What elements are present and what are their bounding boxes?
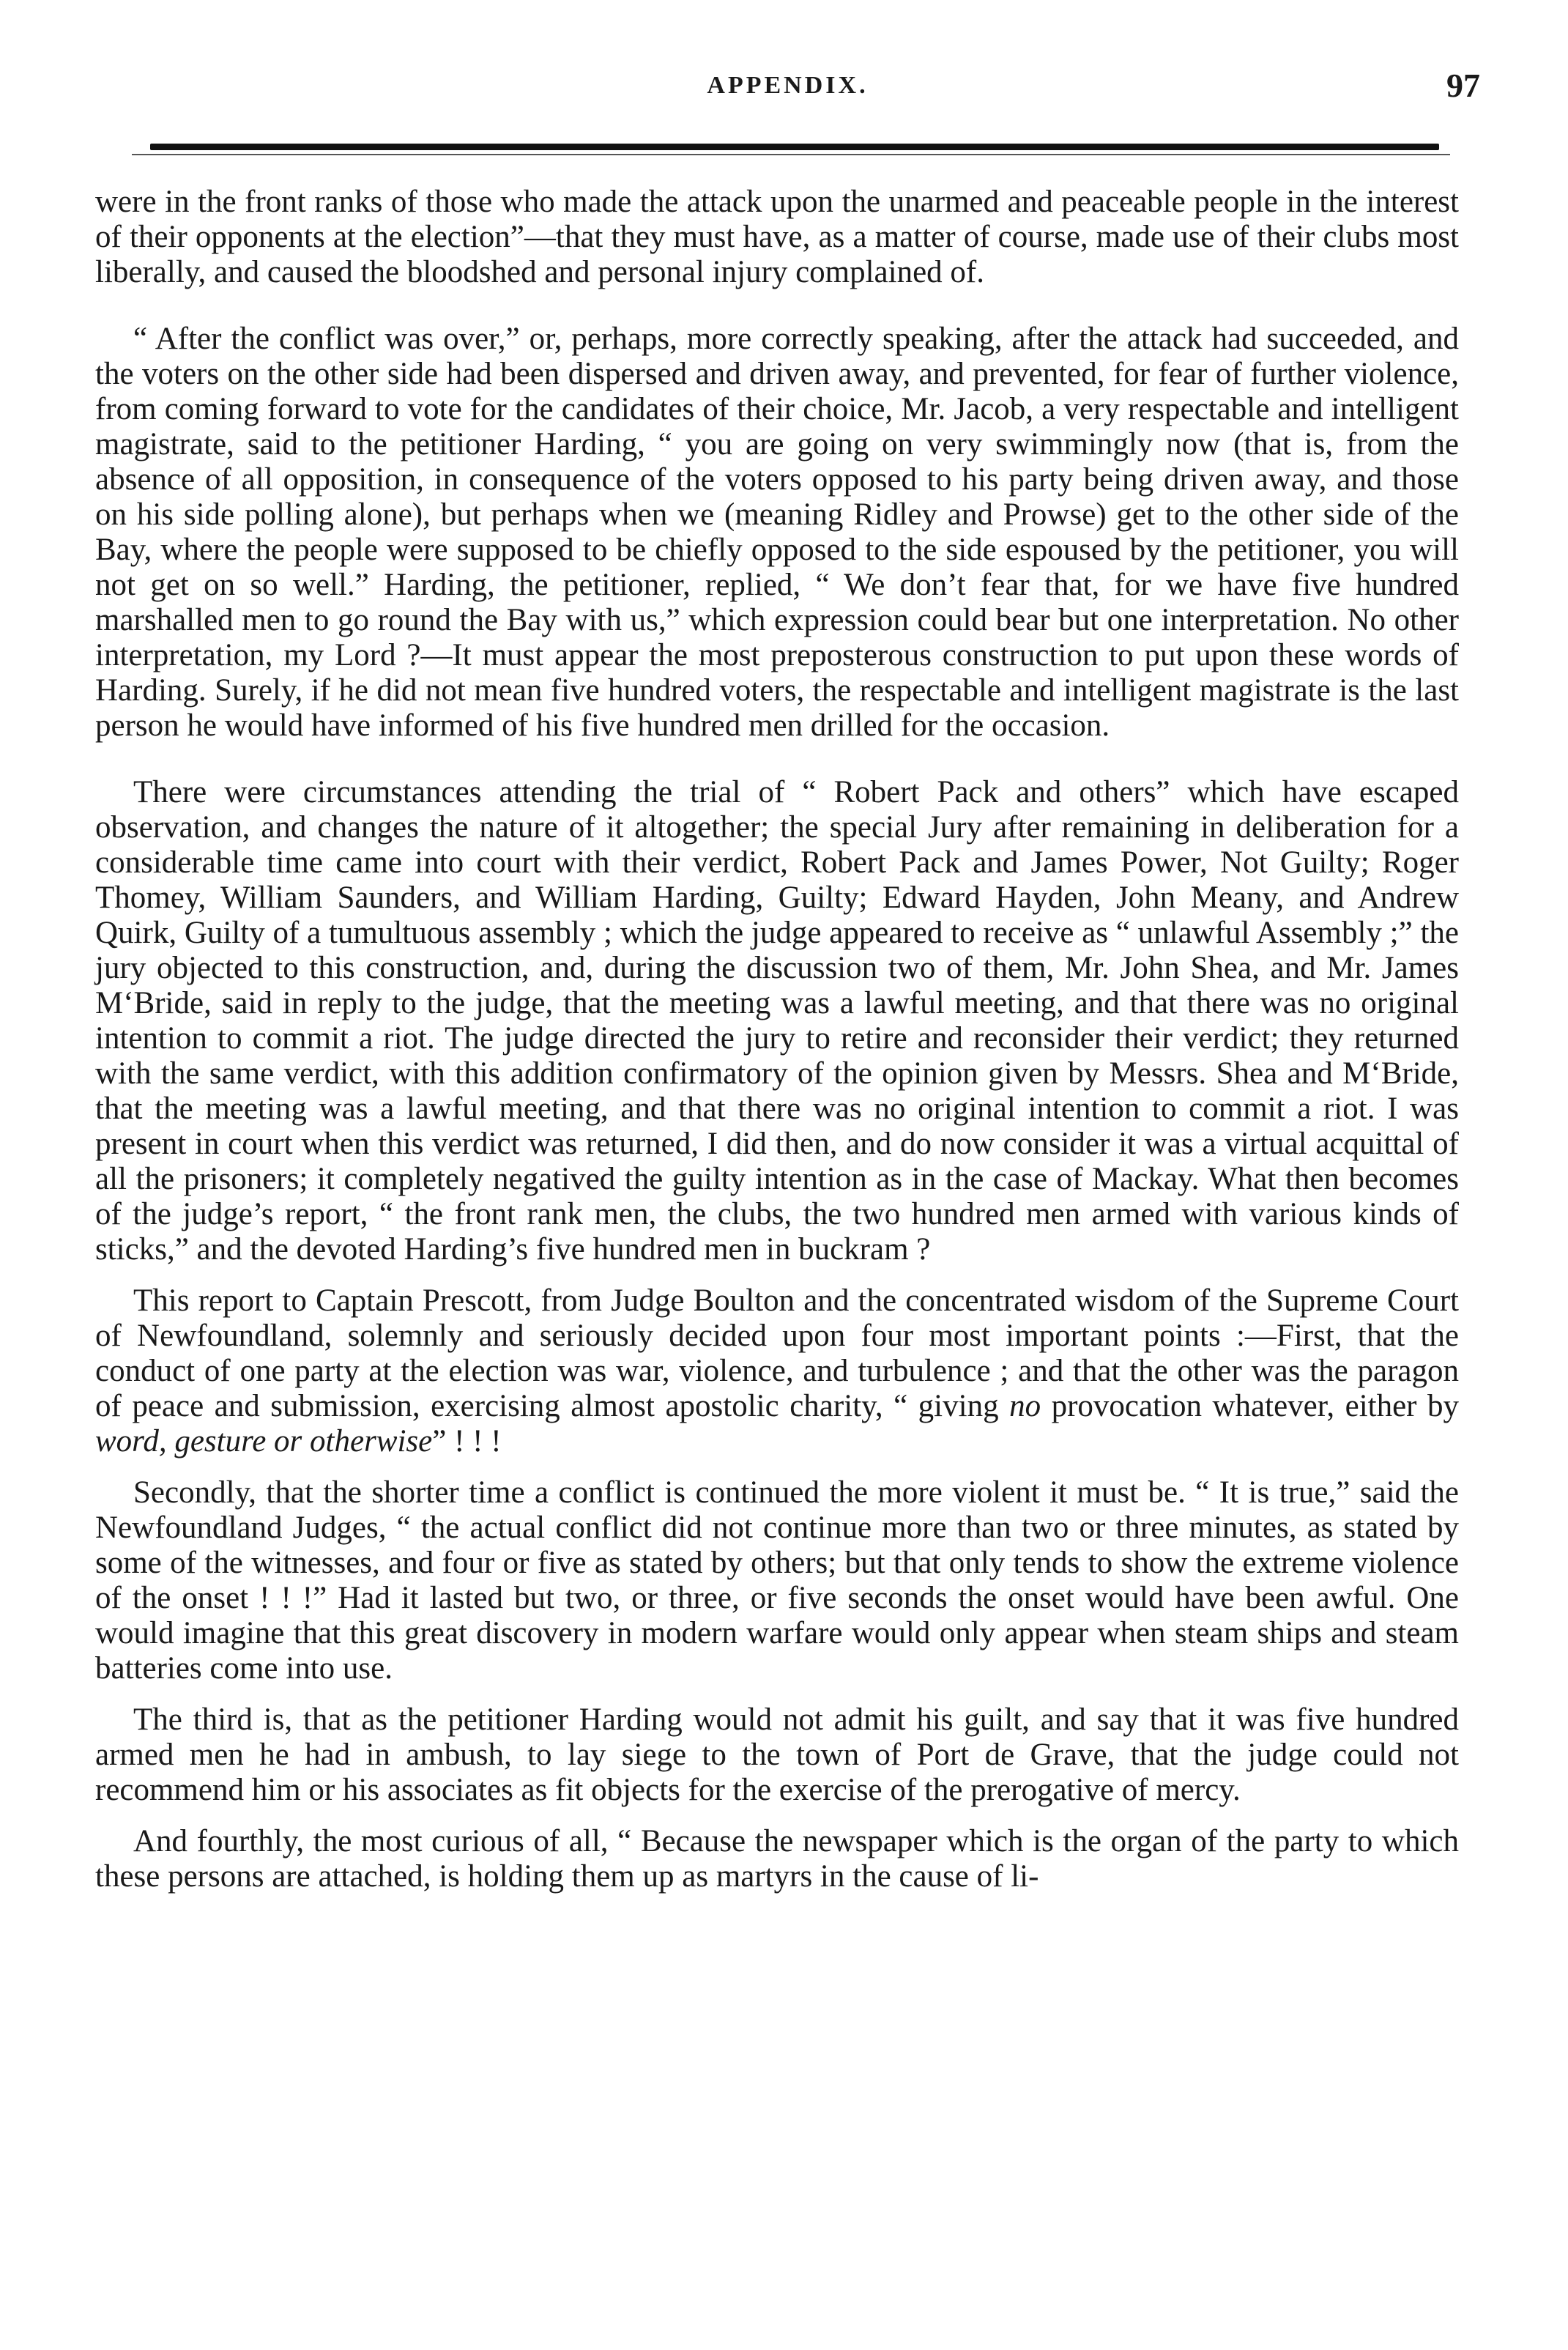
body-text (95, 185, 1459, 1910)
paragraph-first-point (95, 1283, 1459, 1459)
paragraph-second-point: Secondly, that the shorter time a conflict is continued the more violent it must be. “ It is true,” said the Newfoundland Judges, “ the actual conflict did not continue more than two or three minutes, as stated by some of the witnesses, and four or five as stated by others; but that only tends to show the extreme violence of the onset ! ! !” Had it lasted but two, or three, or five seconds the onset would have been awful. One would imagine that this great discovery in modern warfare would only appear when steam ships and steam batteries come into use. (95, 1475, 1459, 1686)
paragraph-third-point: The third is, that as the petitioner Harding would not admit his guilt, and say that it was five hundred armed men he had in ambush, to lay siege to the town of Port de Grave, that the judge could not recommend him or his associates as fit objects for the exercise of the prerogative of mercy. (95, 1702, 1459, 1807)
paragraph-continuation: were in the front ranks of those who made the attack upon the unarmed and peaceable people in the interest of their opponents at the election”—that they must have, as a matter of course, made use of their clubs most liberally, and caused the bloodshed and personal injury complained of. (95, 185, 1459, 289)
page-number: 97 (1446, 67, 1480, 104)
first-point-end: ” ! ! ! (432, 1424, 502, 1458)
first-point-middle: provocation whatever, either by (1041, 1389, 1460, 1423)
running-head (95, 67, 1480, 116)
header-rule-thin (132, 154, 1450, 155)
running-title: APPENDIX. (707, 72, 869, 99)
paragraph-harding-conversation: “ After the conflict was over,” or, perhaps, more correctly speaking, after the attack had succeeded, and the voters on the other side had been dispersed and driven away, and prevented, for fear of further violence, from coming forward to vote for the candidates of their choice, Mr. Jacob, a very respectable and intelligent magistrate, said to the petitioner Harding, “ you are going on very swimmingly now (that is, from the absence of all opposition, in consequence of the voters opposed to his party being driven away, and those on his side polling alone), but perhaps when we (meaning Ridley and Prowse) get to the other side of the Bay, where the people were supposed to be chiefly opposed to the side espoused by the petitioner, you will not get on so well.” Harding, the petitioner, replied, “ We don’t fear that, for we have five hundred marshalled men to go round the Bay with us,” which expression could bear but one interpretation. No other interpretation, my Lord ?—It must appear the most preposterous construction to put upon these words of Harding. Surely, if he did not mean five hundred voters, the respectable and intelligent magistrate is the last person he would have informed of his five hundred men drilled for the occasion. (95, 322, 1459, 743)
paragraph-trial-verdict: There were circumstances attending the trial of “ Robert Pack and others” which have escaped observation, and changes the nature of it altogether; the special Jury after remaining in deliberation for a considerable time came into court with their verdict, Robert Pack and James Power, Not Guilty; Roger Thomey, William Saunders, and William Harding, Guilty; Edward Hayden, John Meany, and Andrew Quirk, Guilty of a tumultuous assembly ; which the judge appeared to receive as “ unlawful Assembly ;” the jury objected to this construction, and, during the discussion two of them, Mr. John Shea, and Mr. James M‘Bride, said in reply to the judge, that the meeting was a lawful meeting, and that there was no original intention to commit a riot. The judge directed the jury to retire and reconsider their verdict; they returned with the same verdict, with this addition confirmatory of the opinion given by Messrs. Shea and M‘Bride, that the meeting was a lawful meeting, and that there was no original intention to commit a riot. I was present in court when this verdict was returned, I did then, and do now consider it was a virtual acquittal of all the prisoners; it completely negatived the guilty intention as in the case of Mackay. What then becomes of the judge’s report, “ the front rank men, the clubs, the two hundred men armed with various kinds of sticks,” and the devoted Harding’s five hundred men in buckram ? (95, 775, 1459, 1267)
header-rule-thick (150, 144, 1439, 150)
emphasis-word-gesture: word, gesture or otherwise (95, 1424, 433, 1458)
emphasis-no: no (1009, 1389, 1041, 1423)
paragraph-fourth-point: And fourthly, the most curious of all, “ Because the newspaper which is the organ of the party to which these persons are attached, is holding them up as martyrs in the cause of li- (95, 1824, 1459, 1894)
first-point-text: This report to Captain Prescott, from Judge Boulton and the concentrated wisdom of the Supreme Court of Newfoundland, solemnly and seriously decided upon four most important points :—First, that the conduct of one party at the election was war, violence, and turbulence ; and that the other was the paragon of peace and submission, exercising almost apostolic charity, “ giving (95, 1283, 1459, 1423)
